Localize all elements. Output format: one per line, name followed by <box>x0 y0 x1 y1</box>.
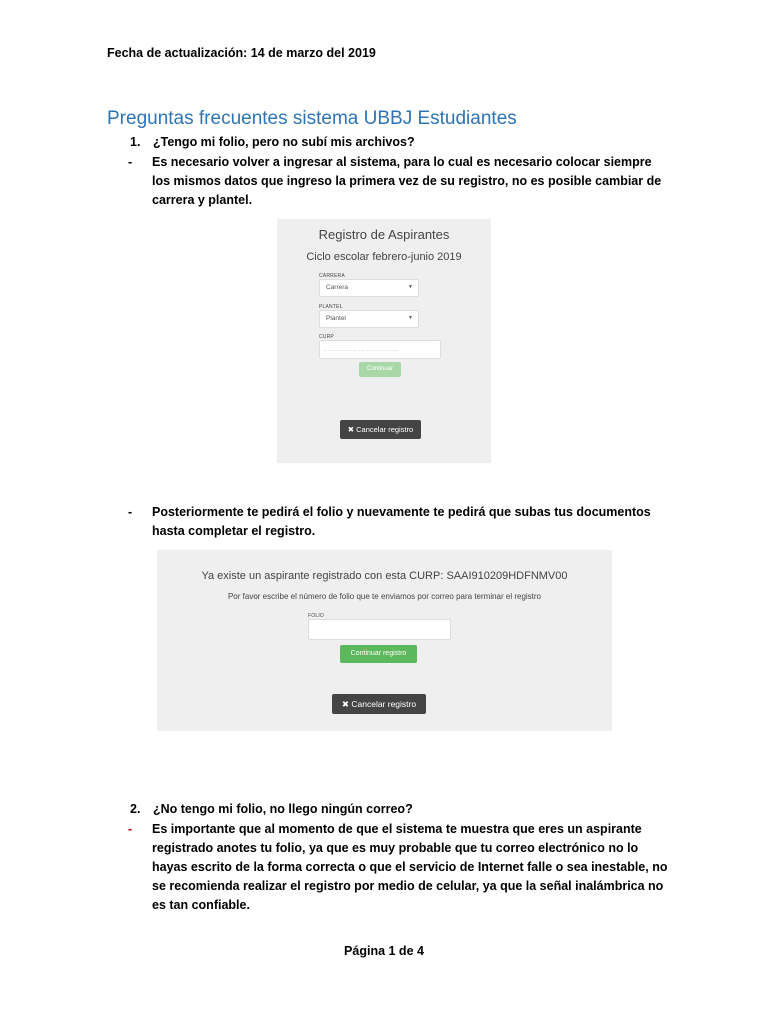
curp-label: CURP <box>319 334 334 340</box>
q1-bullet-2-text: Posteriormente te pedirá el folio y nuevamente te pedirá que subas tus documentos hasta completar el registro. <box>152 505 651 538</box>
question-1 <box>130 133 690 152</box>
folio-screenshot <box>157 550 612 731</box>
chevron-down-icon: ▼ <box>408 315 413 321</box>
question-2-number: 2. <box>130 802 141 816</box>
bullet-dash: - <box>128 505 133 519</box>
document-title: Preguntas frecuentes sistema UBBJ Estudiantes <box>107 108 517 129</box>
carrera-select-value: Carrera <box>326 284 349 291</box>
q1-bullet-1 <box>128 153 668 213</box>
cancel-registration-button[interactable]: ✖ Cancelar registro <box>332 694 426 714</box>
question-1-text: ¿Tengo mi folio, pero no subí mis archivos? <box>153 135 415 149</box>
registro-aspirantes-screenshot <box>277 219 491 463</box>
question-2 <box>130 800 690 819</box>
carrera-label: CARRERA <box>319 273 345 279</box>
carrera-select[interactable] <box>319 279 419 297</box>
plantel-select-value: Plantel <box>326 315 346 322</box>
q1-bullet-2 <box>128 503 668 543</box>
curp-placeholder: _ _ _ _ _ _ _ _ _ _ _ _ _ _ _ _ _ _ <box>324 346 398 352</box>
continue-button[interactable]: Continuar <box>359 362 401 377</box>
folio-label: FOLIO <box>308 613 325 619</box>
folio-input[interactable] <box>308 619 451 640</box>
q1-bullet-1-text: Es necesario volver a ingresar al sistema, para lo cual es necesario colocar siempre los mismos datos que ingreso la primera vez de su registro, no es posible cambiar de carrera y plantel. <box>152 155 662 207</box>
q2-bullet-1-text: Es importante que al momento de que el sistema te muestra que eres un aspirante registrado anotes tu folio, ya que es muy probable que tu correo electrónico no lo hayas escrito de la forma correcta o que el servicio de Internet falle o sea inestable, no se recomienda realizar el registro por medio de celular, ya que la señal inalámbrica no es tan confiable. <box>152 822 668 912</box>
q2-bullet-1 <box>128 820 668 915</box>
curp-input[interactable] <box>319 340 441 359</box>
chevron-down-icon: ▼ <box>408 284 413 290</box>
registro-subtitle: Ciclo escolar febrero-junio 2019 <box>306 251 462 263</box>
folio-title: Ya existe un aspirante registrado con esta CURP: SAAI910209HDFNMV00 <box>201 570 568 582</box>
update-date: Fecha de actualización: 14 de marzo del 2019 <box>107 46 376 60</box>
plantel-label: PLANTEL <box>319 304 343 310</box>
continue-registration-button[interactable]: Continuar registro <box>340 645 417 663</box>
question-1-number: 1. <box>130 135 141 149</box>
folio-subtitle: Por favor escribe el número de folio que te enviamos por correo para terminar el registro <box>227 592 542 601</box>
question-2-text: ¿No tengo mi folio, no llego ningún correo? <box>153 802 413 816</box>
plantel-select[interactable] <box>319 310 419 328</box>
registro-title: Registro de Aspirantes <box>318 227 450 242</box>
page-number: Página 1 de 4 <box>344 944 424 958</box>
bullet-dash: - <box>128 155 133 169</box>
bullet-dash: - <box>128 822 133 836</box>
cancel-registration-button[interactable]: ✖ Cancelar registro <box>340 420 421 439</box>
